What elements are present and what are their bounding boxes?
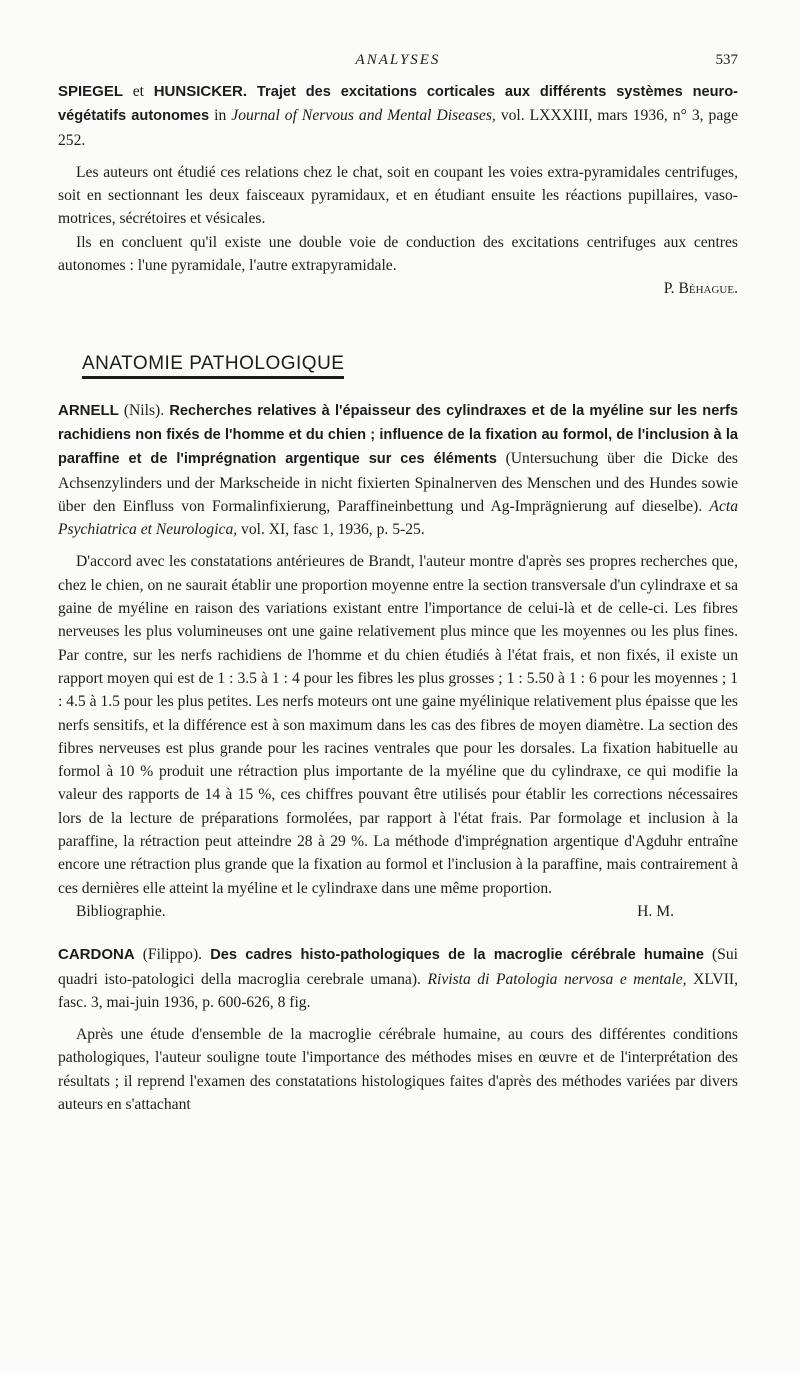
paragraph: D'accord avec les constatations antérieures de Brandt, l'auteur montre d'après ses propres recherches que, chez le chien, on ne saurait établir une proportion moyenne entre la section transversale d'un cylindraxe et sa gaine de myéline en raison des variations existant entre l'importance de celui-là et de celle-ci. Les fibres nerveuses les plus volumineuses ont une gaine relativement plus mince que les moyennes ou les plus fines. Par contre, sur les nerfs rachidiens de l'homme et du chien étudiés à l'état frais, et non fixés, il existe un rapport moyen qui est de 1 : 3.5 à 1 : 4 pour les fibres les plus grosses ; 1 : 5.50 à 1 : 6 pour les moyennes ; 1 : 4.5 à 1.5 pour les plus petites. Les nerfs moteurs ont une gaine myélinique relativement plus épaisse que les nerfs sensitifs, et la différence est à son maximum dans les cas des fibres de moyen diamètre. La section des fibres nerveuses est plus grande pour les racines ventrales que pour les dorsales. La fixation habituelle au formol à 10 % produit une rétraction plus importante de la myéline que du cylindraxe, ce qui modifie la valeur des rapports de 14 à 15 %, ces chiffres pouvant être utilisés pour établir les corrections nécessaires lors de la lecture de préparations formolées, par rapport à l'état frais. Par formolage et inclusion à la paraffine, la rétraction peut atteindre 28 à 29 %. La méthode d'imprégnation argentique d'Agduhr entraîne encore une rétraction plus grande que la fixation au formol et l'inclusion à la paraffine, mais contrairement à ces dernières elle atteint la myéline et le cylindraxe dans une même proportion. [58, 553, 738, 897]
section-heading: ANATOMIE PATHOLOGIQUE [82, 353, 344, 379]
author-name: SPIEGEL [58, 83, 124, 100]
journal-title: Rivista di Patologia nervosa e mentale, [427, 970, 687, 988]
paragraph: Les auteurs ont étudié ces relations chez le chat, soit en coupant les voies extra-pyramidales centrifuges, soit en sectionnant les deux faisceaux pyramidaux, et en étudiant ensuite les réactions pupillaires, vaso-motrices, sécrétoires et vésicales. [58, 163, 738, 228]
journal-title: Journal of Nervous and Mental Diseases, [231, 107, 496, 125]
citation: vol. LXXXIII, mars 1936, n° 3, page 252. [58, 107, 738, 149]
article-title: Recherches relatives à l'épaisseur des cylindraxes et de la myéline sur les nerfs rachidiens non fixés de l'homme et du chien ; influence de la fixation au formol, de l'inclusion à la paraffine et de l'imprégnation argentique sur ces éléments [58, 402, 738, 468]
signature-name: Béhague. [678, 280, 738, 298]
author-conjunction: et [123, 83, 154, 100]
running-header [58, 52, 738, 80]
original-title: (Sui quadri isto-patologici della macroglia cerebrale umana). [58, 946, 738, 988]
author-name: ARNELL [58, 401, 119, 419]
review-entry-spiegel [58, 80, 738, 301]
author-name: HUNSICKER. [153, 83, 248, 100]
reference [58, 80, 738, 152]
bibliography-note: Bibliographie. [76, 902, 166, 920]
in-word: in [209, 107, 232, 125]
reference [58, 399, 738, 542]
author-name: CARDONA [58, 946, 135, 964]
citation: XLVII, fasc. 3, mai-juin 1936, p. 600-626, 8 fig. [58, 970, 738, 1011]
article-title: Des cadres histo-pathologiques de la macroglie cérébrale humaine [202, 947, 704, 964]
reference [58, 943, 738, 1014]
signature: H. M. [637, 902, 674, 920]
citation: vol. XI, fasc 1, 1936, p. 5-25. [237, 521, 425, 539]
author-first-name: (Filippo). [134, 946, 203, 964]
original-title: (Untersuchung über die Dicke des Achsenzylinders und der Markscheide in nicht fixierten Spinalnerven des Menschen und des Hundes sowie über den Einfluss von Formalinfixierung, Paraffineinbettung und Ag-Imprägnierung auf dieselbe). [58, 450, 738, 515]
signature [58, 277, 738, 300]
running-title: ANALYSES [355, 52, 441, 68]
review-entry-cardona [58, 943, 738, 1116]
signature-initial: P. [663, 280, 679, 298]
paragraph: Après une étude d'ensemble de la macroglie cérébrale humaine, au cours des différentes conditions pathologiques, l'auteur souligne toute l'importance des méthodes mises en œuvre et de l'interprétation des résultats ; il reprend l'examen des constatations histologiques faites d'après des méthodes variées par divers auteurs en s'attachant [58, 1026, 738, 1113]
page-number: 537 [715, 52, 738, 68]
journal-title: Acta Psychiatrica et Neurologica, [58, 497, 738, 539]
author-first-name: (Nils). [118, 401, 165, 419]
review-entry-arnell [58, 399, 738, 924]
footer-line [58, 900, 738, 923]
paragraph: Ils en concluent qu'il existe une double voie de conduction des excitations centrifuges aux centres autonomes : l'une pyramidale, l'autre extrapyramidale. [58, 233, 738, 275]
article-title: Trajet des excitations corticales aux différents systèmes neuro-végétatifs autonomes [58, 84, 738, 125]
page [58, 52, 738, 1116]
